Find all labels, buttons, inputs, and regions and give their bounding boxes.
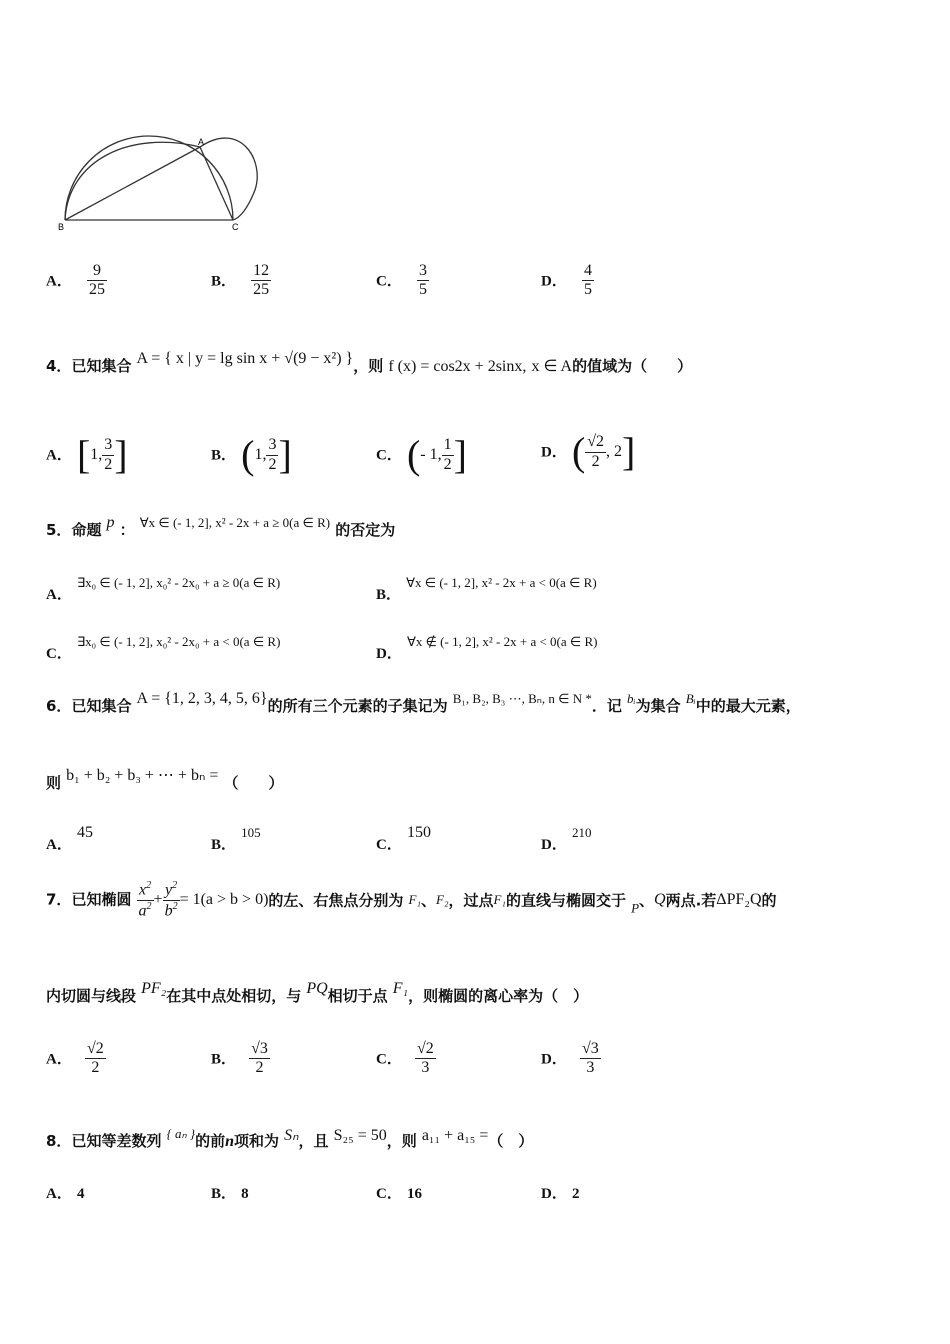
q3-option-d[interactable] bbox=[541, 262, 594, 300]
label-c: C bbox=[232, 222, 239, 232]
q5-option-c[interactable]: C． ∃x₀ ∈ (- 1, 2], x₀² - 2x₀ + a < 0(a ∈ R) bbox=[46, 634, 281, 662]
q6-option-a[interactable]: A． 45 bbox=[46, 824, 93, 853]
q8-option-b[interactable]: B． 8 bbox=[211, 1186, 249, 1202]
question-number: 6． bbox=[46, 697, 72, 715]
q7-option-d[interactable]: D． $\frac{√3}{3}$ bbox=[541, 1040, 599, 1077]
q5-option-a[interactable]: A． ∃x₀ ∈ (- 1, 2], x₀² - 2x₀ + a ≥ 0(a ∈ R) bbox=[46, 575, 281, 603]
sum-expression: b₁ + b₂ + b₃ + ⋯ + bₙ = bbox=[66, 767, 219, 784]
q3-option-b[interactable] bbox=[211, 262, 271, 300]
q6-option-b[interactable]: B． 105 bbox=[211, 825, 261, 853]
segment-ac bbox=[200, 147, 233, 220]
subsets-expression: B₁, B₂, B₃ ⋯, Bₙ, n ∈ N * bbox=[452, 691, 592, 706]
question-number: 7． bbox=[46, 890, 72, 909]
segment-ba bbox=[65, 147, 200, 220]
option-fraction: $\frac{3}{5}$ bbox=[418, 262, 427, 299]
question-5: 5．命题 p ： $^{\forall x \in (- 1, 2], x^2 - 2x + a \ge 0(a \in R)}$ 的否定为 bbox=[46, 514, 396, 539]
question-number: 4． bbox=[46, 357, 72, 375]
question-number: 8． bbox=[46, 1132, 72, 1150]
option-fraction: $\frac{9}{25}$ bbox=[88, 262, 105, 299]
question-7: 7．已知椭圆 $\frac{x^2}{a^2}$ + $\frac{y^2}{b^2}$ = 1(a > b > 0)的左、右焦点分别为 F₁、F₂，过点F₁的直线与椭圆交于 $_P$、Q两点.若ΔPF₂Q的 bbox=[46, 880, 777, 920]
option-fraction: $\frac{4}{5}$ bbox=[583, 262, 592, 299]
question-8: 8．已知等差数列 $^{\{ a_n \}}$的前n项和为 Sₙ，且 S₂₅ = 50，则 a₁₁ + a₁₅ =（ ） bbox=[46, 1126, 534, 1150]
q4-option-b[interactable]: B． (1, $\frac{3}{2}$ ] bbox=[211, 432, 292, 477]
small-circle-arc bbox=[200, 138, 257, 220]
question-6: 6．已知集合 A = {1, 2, 3, 4, 5, 6}的所有三个元素的子集记为 $^{B_1, B_2, B_3 \cdots, B_n, n \in N *}$．记 $^{bᵢ}$为集合 $^{Bᵢ}$中的最大元素， bbox=[46, 690, 801, 715]
q8-option-d[interactable]: D． 2 bbox=[541, 1186, 580, 1202]
q7-option-a[interactable]: A． $\frac{√2}{2}$ bbox=[46, 1040, 104, 1077]
label-b: B bbox=[58, 222, 65, 232]
set-expression: A = { x | y = lg sin x + √(9 − x²) } bbox=[136, 350, 354, 367]
q6-option-c[interactable]: C． 150 bbox=[376, 824, 431, 853]
q7-option-b[interactable]: B． $\frac{√3}{2}$ bbox=[211, 1040, 268, 1077]
q5-option-b[interactable]: B． ∀x ∈ (- 1, 2], x² - 2x + a < 0(a ∈ R) bbox=[376, 575, 597, 603]
q8-option-a[interactable]: A． 4 bbox=[46, 1186, 85, 1202]
question-number: 5． bbox=[46, 521, 72, 539]
ellipse-y-term: $\frac{y^2}{b^2}$ bbox=[164, 880, 178, 920]
q3-option-a[interactable] bbox=[46, 262, 107, 300]
question-4: 4．已知集合 A = { x | y = lg sin x + √(9 − x²) }，则 f (x) = cos2x + 2sinx, x ∈ A的值域为（ ） bbox=[46, 350, 693, 375]
option-letter: D． bbox=[541, 273, 567, 290]
q3-option-c[interactable] bbox=[376, 262, 429, 300]
q8-option-c[interactable]: C． 16 bbox=[376, 1186, 422, 1202]
option-letter: B． bbox=[211, 273, 237, 290]
option-letter: C． bbox=[376, 273, 402, 290]
ellipse-x-term: $\frac{x^2}{a^2}$ bbox=[138, 880, 152, 920]
q7-option-c[interactable]: C． $\frac{√2}{3}$ bbox=[376, 1040, 434, 1077]
q5-option-d[interactable]: D． ∀x ∉ (- 1, 2], x² - 2x + a < 0(a ∈ R) bbox=[376, 634, 598, 662]
label-a: A bbox=[198, 137, 205, 147]
proposition-expression: ∀x ∈ (- 1, 2], x² - 2x + a ≥ 0(a ∈ R) bbox=[139, 515, 331, 530]
function-expression: f (x) = cos2x + 2sinx, bbox=[388, 358, 527, 375]
question-7-line-2: 内切圆与线段 PF₂在其中点处相切，与 PQ相切于点 F₁，则椭圆的离心率为（ ） bbox=[46, 980, 589, 1005]
q4-option-c[interactable]: C． (- 1, $\frac{1}{2}$ ] bbox=[376, 432, 467, 477]
set-expression: A = {1, 2, 3, 4, 5, 6} bbox=[136, 690, 268, 707]
question-6-line-2: 则 b₁ + b₂ + b₃ + ⋯ + bₙ = （ ） bbox=[46, 767, 284, 792]
q4-option-a[interactable]: A． [1, $\frac{3}{2}$ ] bbox=[46, 432, 128, 477]
q6-option-d[interactable]: D． 210 bbox=[541, 825, 592, 853]
ellipse-equation-rest: = 1(a > b > 0) bbox=[179, 891, 269, 909]
q4-option-d[interactable]: D． ( $\frac{√2}{2}$ , 2] bbox=[541, 429, 636, 474]
option-letter: A． bbox=[46, 273, 72, 290]
option-fraction: $\frac{12}{25}$ bbox=[253, 262, 270, 299]
geometry-figure bbox=[50, 100, 270, 235]
domain-expression: x ∈ A bbox=[531, 358, 573, 375]
large-semicircle-arc bbox=[65, 136, 233, 220]
